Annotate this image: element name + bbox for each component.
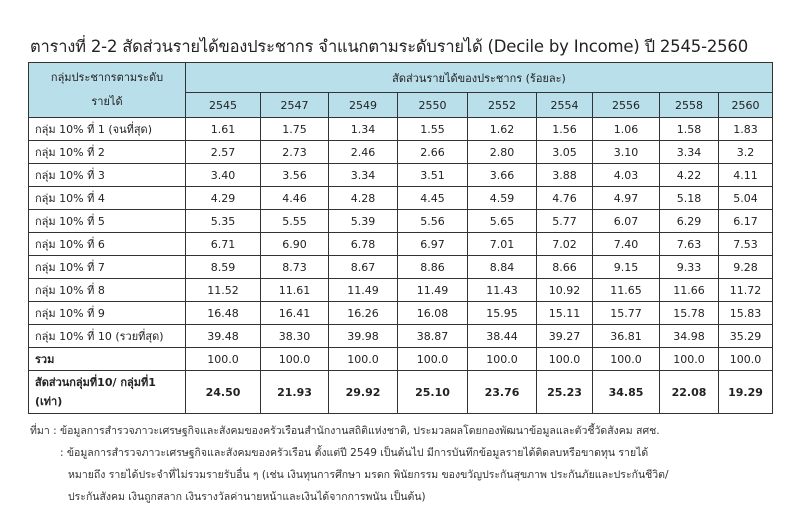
- value-cell: 1.34: [329, 118, 398, 141]
- value-cell: 3.34: [329, 164, 398, 187]
- value-cell: 100.0: [261, 348, 329, 371]
- value-cell: 3.34: [660, 141, 719, 164]
- value-cell: 100.0: [537, 348, 593, 371]
- income-share-table: [28, 62, 773, 414]
- value-cell: 2.46: [329, 141, 398, 164]
- value-cell: 100.0: [468, 348, 537, 371]
- note-1: : ข้อมูลการสำรวจภาวะเศรษฐกิจและสังคมของครัวเรือน ตั้งแต่ปี 2549 เป็นต้นไป มีการบันทึกข้อมูลรายได้ติดลบหรือขาดทุน รายได้: [60, 447, 649, 459]
- value-cell: 22.08: [660, 371, 719, 414]
- value-cell: 10.92: [537, 279, 593, 302]
- row-label: กลุ่ม 10% ที่ 10 (รวยที่สุด): [29, 325, 186, 348]
- year-header: 2558: [660, 93, 719, 118]
- value-cell: 7.02: [537, 233, 593, 256]
- value-cell: 2.66: [398, 141, 468, 164]
- value-cell: 5.55: [261, 210, 329, 233]
- value-cell: 8.66: [537, 256, 593, 279]
- value-cell: 4.22: [660, 164, 719, 187]
- value-cell: 15.77: [593, 302, 660, 325]
- value-cell: 8.67: [329, 256, 398, 279]
- row-label: กลุ่ม 10% ที่ 8: [29, 279, 186, 302]
- value-cell: 2.73: [261, 141, 329, 164]
- value-cell: 34.85: [593, 371, 660, 414]
- group-header: กลุ่มประชากรตามระดับรายได้: [29, 63, 186, 118]
- value-cell: 6.90: [261, 233, 329, 256]
- value-cell: 4.76: [537, 187, 593, 210]
- value-cell: 100.0: [719, 348, 773, 371]
- value-cell: 11.65: [593, 279, 660, 302]
- value-cell: 16.48: [186, 302, 261, 325]
- value-cell: 25.10: [398, 371, 468, 414]
- value-cell: 3.05: [537, 141, 593, 164]
- value-cell: 21.93: [261, 371, 329, 414]
- value-cell: 15.78: [660, 302, 719, 325]
- note-2: หมายถึง รายได้ประจำที่ไม่รวมรายรับอื่น ๆ (เช่น เงินทุนการศึกษา มรดก พินัยกรรม ของขวัญประกันสุขภาพ ประกันภัยและประกันชีวิต/: [68, 469, 669, 481]
- value-cell: 4.46: [261, 187, 329, 210]
- row-label: กลุ่ม 10% ที่ 1 (จนที่สุด): [29, 118, 186, 141]
- value-cell: 3.51: [398, 164, 468, 187]
- value-cell: 11.61: [261, 279, 329, 302]
- year-header: 2552: [468, 93, 537, 118]
- value-cell: 100.0: [329, 348, 398, 371]
- value-cell: 34.98: [660, 325, 719, 348]
- year-header: 2554: [537, 93, 593, 118]
- row-label: กลุ่ม 10% ที่ 9: [29, 302, 186, 325]
- year-header: 2556: [593, 93, 660, 118]
- value-cell: 5.04: [719, 187, 773, 210]
- value-cell: 8.73: [261, 256, 329, 279]
- note-3: ประกันสังคม เงินถูกสลาก เงินรางวัลค่านายหน้าและเงินได้จากการพนัน เป็นต้น): [68, 491, 426, 503]
- value-cell: 8.84: [468, 256, 537, 279]
- value-cell: 3.2: [719, 141, 773, 164]
- value-cell: 38.87: [398, 325, 468, 348]
- value-cell: 4.11: [719, 164, 773, 187]
- value-cell: 39.98: [329, 325, 398, 348]
- value-cell: 8.59: [186, 256, 261, 279]
- value-cell: 1.06: [593, 118, 660, 141]
- value-cell: 29.92: [329, 371, 398, 414]
- value-cell: 2.57: [186, 141, 261, 164]
- value-cell: 11.72: [719, 279, 773, 302]
- row-label: รวม: [29, 348, 186, 371]
- value-cell: 15.95: [468, 302, 537, 325]
- value-cell: 1.58: [660, 118, 719, 141]
- row-label: กลุ่ม 10% ที่ 5: [29, 210, 186, 233]
- value-cell: 7.40: [593, 233, 660, 256]
- value-cell: 9.15: [593, 256, 660, 279]
- year-header: 2547: [261, 93, 329, 118]
- value-cell: 3.10: [593, 141, 660, 164]
- value-cell: 5.35: [186, 210, 261, 233]
- row-label: กลุ่ม 10% ที่ 6: [29, 233, 186, 256]
- value-cell: 11.43: [468, 279, 537, 302]
- table-row: [29, 187, 773, 210]
- value-cell: 11.52: [186, 279, 261, 302]
- value-cell: 5.39: [329, 210, 398, 233]
- share-header: สัดส่วนรายได้ของประชากร (ร้อยละ): [186, 63, 773, 93]
- value-cell: 6.07: [593, 210, 660, 233]
- value-cell: 4.97: [593, 187, 660, 210]
- value-cell: 6.97: [398, 233, 468, 256]
- row-label: กลุ่ม 10% ที่ 3: [29, 164, 186, 187]
- value-cell: 3.40: [186, 164, 261, 187]
- value-cell: 19.29: [719, 371, 773, 414]
- value-cell: 8.86: [398, 256, 468, 279]
- value-cell: 1.62: [468, 118, 537, 141]
- value-cell: 5.65: [468, 210, 537, 233]
- table-row: [29, 279, 773, 302]
- table-row: [29, 233, 773, 256]
- value-cell: 6.29: [660, 210, 719, 233]
- value-cell: 1.75: [261, 118, 329, 141]
- table-row: [29, 256, 773, 279]
- value-cell: 15.83: [719, 302, 773, 325]
- table-row: [29, 141, 773, 164]
- year-header: 2549: [329, 93, 398, 118]
- value-cell: 1.55: [398, 118, 468, 141]
- value-cell: 4.03: [593, 164, 660, 187]
- value-cell: 3.88: [537, 164, 593, 187]
- table-row: [29, 210, 773, 233]
- value-cell: 5.18: [660, 187, 719, 210]
- value-cell: 7.01: [468, 233, 537, 256]
- value-cell: 4.59: [468, 187, 537, 210]
- value-cell: 6.17: [719, 210, 773, 233]
- value-cell: 4.45: [398, 187, 468, 210]
- value-cell: 1.61: [186, 118, 261, 141]
- value-cell: 3.56: [261, 164, 329, 187]
- row-label: สัดส่วนกลุ่มที่10/ กลุ่มที่1 (เท่า): [29, 371, 186, 414]
- value-cell: 2.80: [468, 141, 537, 164]
- value-cell: 11.49: [329, 279, 398, 302]
- source-note: ที่มา : ข้อมูลการสำรวจภาวะเศรษฐกิจและสังคมของครัวเรือนสำนักงานสถิติแห่งชาติ, ประมวลผลโดยกองพัฒนาข้อมูลและตัวชี้วัดสังคม สศช.: [30, 425, 660, 437]
- table-title: ตารางที่ 2-2 สัดส่วนรายได้ของประชากร จำแนกตามระดับรายได้ (Decile by Income) ปี 2545-2560: [30, 37, 749, 56]
- value-cell: 11.66: [660, 279, 719, 302]
- value-cell: 16.08: [398, 302, 468, 325]
- table-row: [29, 118, 773, 141]
- value-cell: 38.44: [468, 325, 537, 348]
- value-cell: 100.0: [398, 348, 468, 371]
- table-row: [29, 302, 773, 325]
- value-cell: 16.26: [329, 302, 398, 325]
- year-header: 2550: [398, 93, 468, 118]
- value-cell: 38.30: [261, 325, 329, 348]
- value-cell: 11.49: [398, 279, 468, 302]
- value-cell: 100.0: [660, 348, 719, 371]
- row-label: กลุ่ม 10% ที่ 2: [29, 141, 186, 164]
- value-cell: 39.27: [537, 325, 593, 348]
- value-cell: 1.56: [537, 118, 593, 141]
- value-cell: 100.0: [593, 348, 660, 371]
- value-cell: 3.66: [468, 164, 537, 187]
- value-cell: 6.78: [329, 233, 398, 256]
- value-cell: 100.0: [186, 348, 261, 371]
- value-cell: 35.29: [719, 325, 773, 348]
- notes: [30, 420, 669, 508]
- value-cell: 9.28: [719, 256, 773, 279]
- value-cell: 7.63: [660, 233, 719, 256]
- value-cell: 39.48: [186, 325, 261, 348]
- value-cell: 4.29: [186, 187, 261, 210]
- value-cell: 16.41: [261, 302, 329, 325]
- value-cell: 36.81: [593, 325, 660, 348]
- value-cell: 24.50: [186, 371, 261, 414]
- value-cell: 25.23: [537, 371, 593, 414]
- value-cell: 9.33: [660, 256, 719, 279]
- table-row: [29, 164, 773, 187]
- table-row: [29, 325, 773, 348]
- ratio-row: [29, 371, 773, 414]
- value-cell: 7.53: [719, 233, 773, 256]
- value-cell: 6.71: [186, 233, 261, 256]
- row-label: กลุ่ม 10% ที่ 4: [29, 187, 186, 210]
- year-header: 2545: [186, 93, 261, 118]
- value-cell: 23.76: [468, 371, 537, 414]
- value-cell: 5.56: [398, 210, 468, 233]
- total-row: [29, 348, 773, 371]
- value-cell: 4.28: [329, 187, 398, 210]
- value-cell: 5.77: [537, 210, 593, 233]
- row-label: กลุ่ม 10% ที่ 7: [29, 256, 186, 279]
- year-header: 2560: [719, 93, 773, 118]
- value-cell: 1.83: [719, 118, 773, 141]
- value-cell: 15.11: [537, 302, 593, 325]
